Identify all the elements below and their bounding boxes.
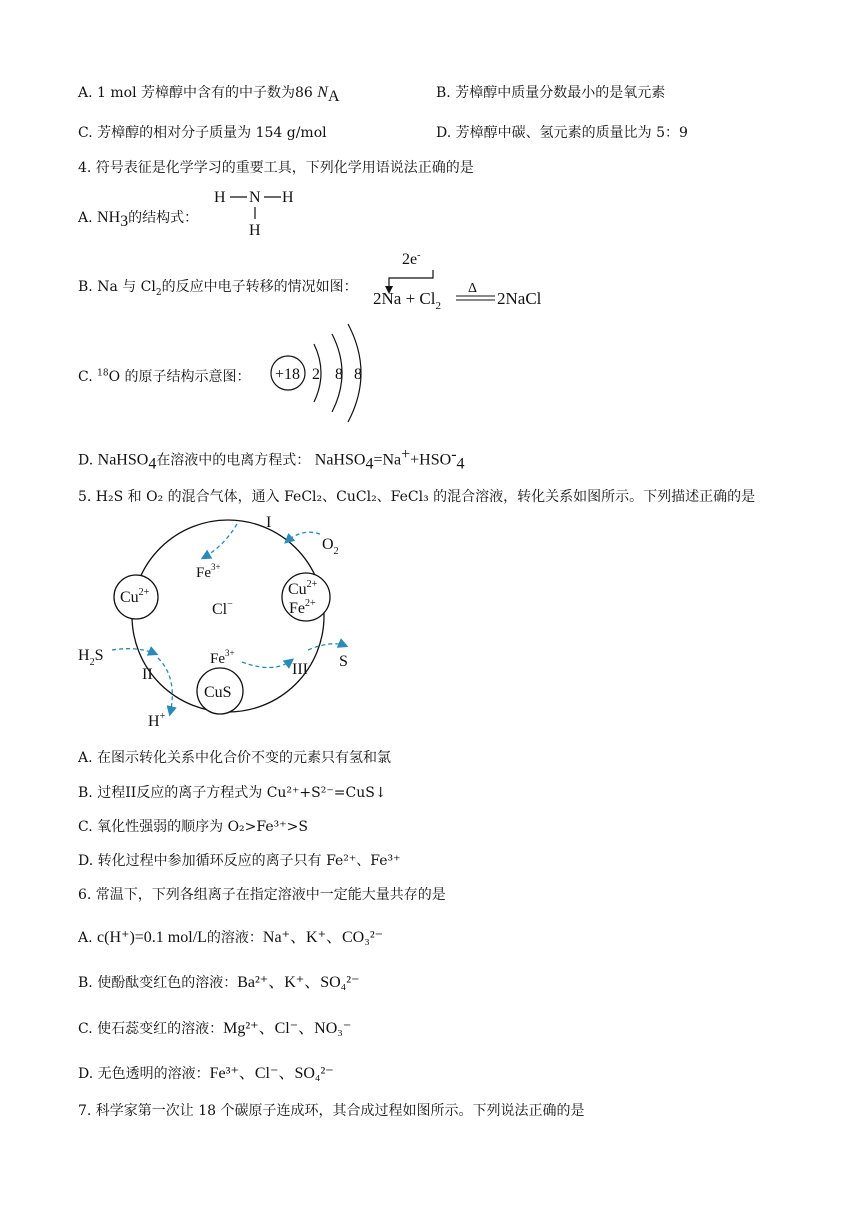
arrow-h2s-in bbox=[112, 649, 156, 654]
sulfur-label: S bbox=[339, 653, 348, 670]
q4-a-text: 的结构式： bbox=[128, 210, 199, 226]
q4-d-text: 在溶液中的电离方程式： bbox=[156, 452, 311, 469]
q4-b-text2: 的反应中电子转移的情况如图： bbox=[161, 279, 358, 295]
avogadro-subscript: A bbox=[327, 87, 340, 105]
q4-option-c bbox=[78, 366, 251, 386]
q4-option-a bbox=[78, 207, 198, 231]
q4-option-a-label: A. bbox=[78, 210, 93, 226]
struct-h-left: H bbox=[214, 189, 226, 206]
nh3-structural-formula bbox=[210, 185, 300, 240]
q6-c-text: C. 使石蕊变红的溶液： bbox=[78, 1021, 224, 1037]
o2-label: $O_2$ bbox=[322, 536, 339, 557]
q6-b-ions: Ba²⁺、K⁺、SO₄²⁻ bbox=[237, 974, 360, 991]
q4-a-formula: NH bbox=[97, 209, 121, 226]
fe3-top-label: $Fe^{3+}$ bbox=[196, 562, 221, 581]
q6-option-d bbox=[78, 1060, 334, 1083]
q4-a-subscript: 3 bbox=[120, 212, 129, 230]
q5-option-d: D. 转化过程中参加循环反应的离子只有 Fe²⁺、Fe³⁺ bbox=[78, 853, 401, 869]
step-ii-label: II bbox=[142, 666, 153, 683]
q5-stem: 5. H₂S 和 O₂ 的混合气体，通入 FeCl₂、CuCl₂、FeCl₃ 的混合溶液，转化关系如图所示。下列描述正确的是 bbox=[78, 489, 756, 505]
q7-stem: 7. 科学家第一次让 18 个碳原子连成环，其合成过程如图所示。下列说法正确的是 bbox=[78, 1103, 585, 1119]
q4-option-d bbox=[78, 446, 465, 473]
q4-b-text1: B. Na 与 Cl bbox=[78, 279, 156, 295]
arrow-s-out bbox=[308, 644, 346, 650]
q4-b-subscript: 2 bbox=[155, 287, 162, 298]
q6-option-b bbox=[78, 969, 360, 992]
q5-option-c: C. 氧化性强弱的顺序为 O₂>Fe³⁺>S bbox=[78, 819, 308, 835]
step-i-label: I bbox=[266, 514, 272, 531]
q4-d-label: D. bbox=[78, 452, 94, 469]
q4-c-text: O 的原子结构示意图： bbox=[108, 369, 251, 385]
q4-d-eq1: NaHSO bbox=[314, 451, 366, 469]
atomic-structure-diagram bbox=[268, 320, 378, 430]
cu2-label-left: $Cu^{2+}$ bbox=[120, 587, 150, 606]
fe3-bottom-label: $Fe^{3+}$ bbox=[210, 648, 235, 667]
chloride-label: Cl− bbox=[212, 599, 233, 618]
equation-left: $2Na + Cl_2$ bbox=[373, 289, 441, 312]
struct-h-right: H bbox=[282, 189, 294, 206]
shell-electrons-2: 8 bbox=[335, 366, 343, 383]
arrow-fe3-in bbox=[242, 660, 292, 668]
q4-d-eq3: +HSO bbox=[410, 451, 452, 469]
q4-d-formula: NaHSO bbox=[97, 451, 149, 469]
nucleus-charge: +18 bbox=[275, 366, 301, 383]
q6-a-ions: Na⁺、K⁺、CO₃²⁻ bbox=[262, 929, 384, 946]
delta-symbol: Δ bbox=[468, 281, 478, 296]
q6-a-text: 的溶液： bbox=[206, 930, 263, 946]
electron-transfer-equation bbox=[370, 250, 560, 312]
q4-d-eq3-sub: 4 bbox=[456, 455, 465, 473]
redox-cycle-diagram bbox=[74, 510, 374, 740]
q4-stem: 4. 符号表征是化学学习的重要工具，下列化学用语说法正确的是 bbox=[78, 160, 474, 176]
q4-c-label: C. bbox=[78, 369, 93, 385]
equation-right: 2NaCl bbox=[497, 289, 542, 308]
q4-d-eq1-sub: 4 bbox=[365, 455, 374, 473]
arrow-o2-in bbox=[286, 532, 320, 542]
q5-option-b: B. 过程II反应的离子方程式为 Cu²⁺+S²⁻=CuS↓ bbox=[78, 785, 387, 801]
cu2-label-right: $Cu^{2+}$ bbox=[288, 579, 318, 598]
cus-label: CuS bbox=[204, 684, 232, 701]
electron-transfer-arrow bbox=[389, 270, 433, 288]
struct-h-bottom: H bbox=[249, 222, 261, 239]
avogadro-symbol: N bbox=[317, 84, 328, 101]
q6-d-ions: Fe³⁺、Cl⁻、SO₄²⁻ bbox=[209, 1065, 334, 1082]
q6-a-label: A. bbox=[78, 930, 93, 946]
q4-c-mass-number: 18 bbox=[97, 368, 109, 379]
q4-d-subscript: 4 bbox=[148, 455, 157, 473]
arrow-fe3-release bbox=[203, 524, 237, 558]
q6-a-condition: c(H⁺)=0.1 mol/L bbox=[97, 929, 207, 946]
q3-option-c: C. 芳樟醇的相对分子质量为 154 g/mol bbox=[78, 125, 327, 141]
q6-option-a bbox=[78, 924, 383, 947]
shell-electrons-3: 8 bbox=[354, 366, 362, 383]
proton-label: H+ bbox=[148, 711, 166, 730]
q6-d-text: D. 无色透明的溶液： bbox=[78, 1066, 210, 1082]
fe2-label: $Fe^{2+}$ bbox=[289, 598, 316, 617]
q6-option-c bbox=[78, 1015, 351, 1038]
q4-d-eq2-sup: + bbox=[401, 446, 411, 463]
q6-c-ions: Mg²⁺、Cl⁻、NO₃⁻ bbox=[223, 1020, 352, 1037]
q3-option-a bbox=[78, 82, 340, 106]
electron-label: 2e- bbox=[402, 250, 421, 268]
q5-option-a: A. 在图示转化关系中化合价不变的元素只有氢和氯 bbox=[78, 750, 392, 766]
q4-d-eq2: =Na bbox=[373, 451, 402, 469]
arrow-h-out bbox=[158, 658, 172, 714]
step-iii-label: III bbox=[292, 661, 308, 678]
h2s-label: $H_2S$ bbox=[78, 647, 104, 668]
shell-electrons-1: 2 bbox=[312, 366, 320, 383]
q6-stem: 6. 常温下，下列各组离子在指定溶液中一定能大量共存的是 bbox=[78, 887, 446, 903]
q3-option-d: D. 芳樟醇中碳、氢元素的质量比为 5：9 bbox=[436, 125, 688, 141]
q6-b-text: B. 使酚酞变红色的溶液： bbox=[78, 975, 238, 991]
q4-option-b bbox=[78, 276, 358, 298]
q3-option-b: B. 芳樟醇中质量分数最小的是氧元素 bbox=[436, 85, 666, 101]
struct-n: N bbox=[249, 189, 261, 206]
q3-option-a-text: A. 1 mol 芳樟醇中含有的中子数为86 bbox=[78, 85, 313, 101]
q4-d-eq3-sup: - bbox=[451, 446, 457, 463]
